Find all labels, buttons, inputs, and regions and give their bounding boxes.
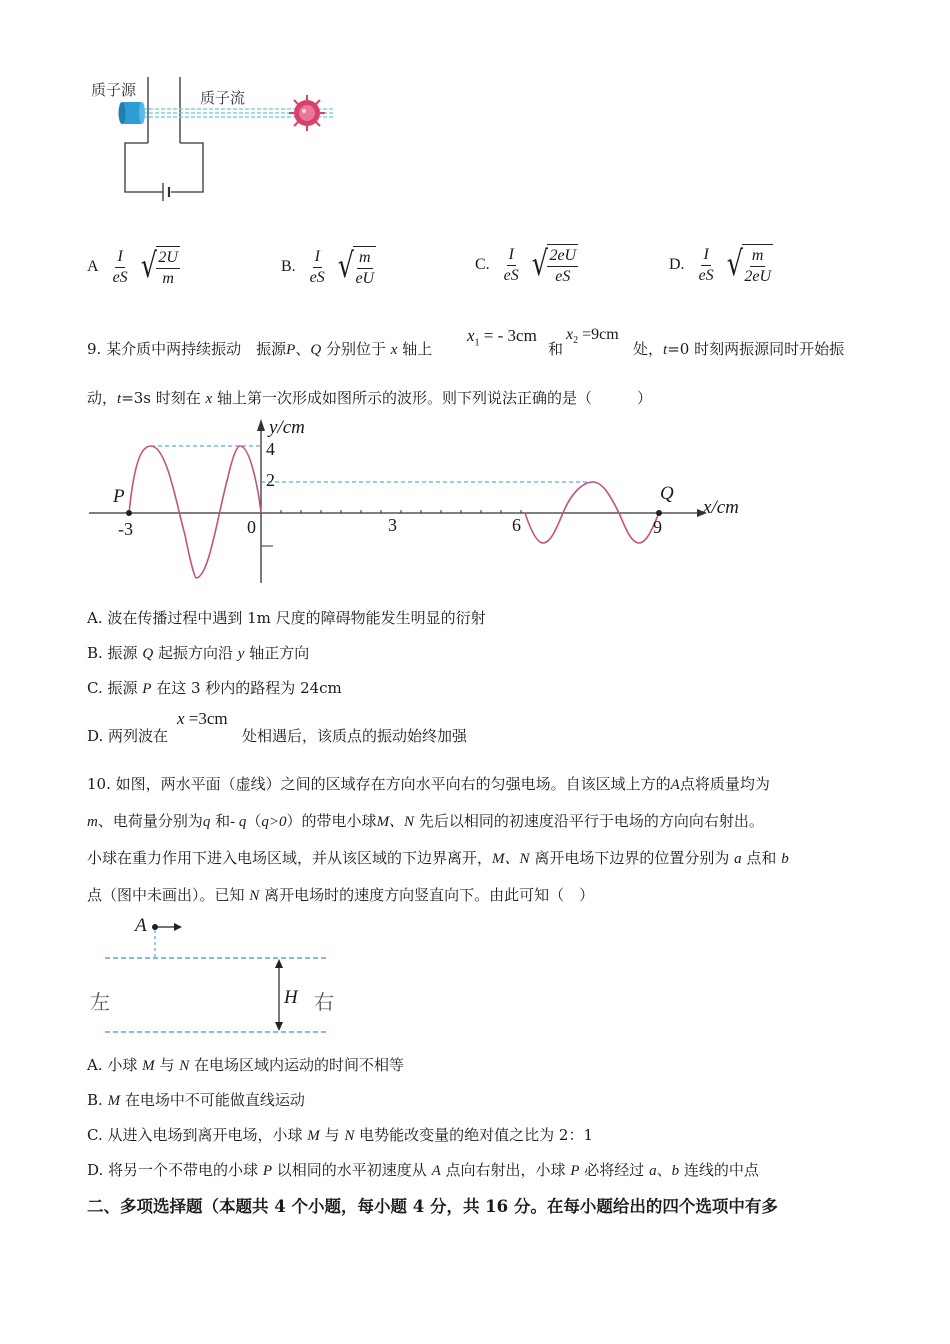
option-label: B. bbox=[281, 258, 296, 275]
source-cap bbox=[119, 102, 126, 124]
square-root: √ $\frac{m}{eU}$ bbox=[337, 246, 375, 287]
q9-option-d-end: 处相遇后，该质点的振动始终加强 bbox=[242, 727, 468, 745]
q9-stem-line2: 动，t=3s 时刻在 x 轴上第一次形成如图所示的波形。则下列说法正确的是（ ） bbox=[87, 389, 653, 407]
x-tick-6: 6 bbox=[512, 515, 521, 535]
right-label: 右 bbox=[314, 990, 334, 1014]
option-label: C. bbox=[475, 256, 490, 273]
option-label: D. bbox=[669, 256, 685, 273]
wave-from-p bbox=[129, 446, 261, 578]
x-tick-9: 9 bbox=[653, 517, 662, 537]
q9-option-a[interactable]: A. 波在传播过程中遇到 1m 尺度的障碍物能发生明显的衍射 bbox=[87, 609, 486, 627]
q10-stem-line1: 10. 如图，两水平面（虚线）之间的区域存在方向水平向右的匀强电场。自该区域上方的A点将质量均为 bbox=[87, 775, 770, 793]
q10-stem-line3: 小球在重力作用下进入电场区域，并从该区域的下边界离开，M、N 离开电场下边界的位置分别为 a 点和 b bbox=[87, 849, 789, 867]
q9-option-b[interactable]: B. 振源 Q 起振方向沿 y 轴正方向 bbox=[87, 644, 310, 662]
q9-eq-x1: $x_1$ = - 3cm bbox=[467, 326, 537, 349]
option-label: A bbox=[87, 258, 99, 275]
proton-beam-label: 质子流 bbox=[200, 89, 246, 107]
q10-option-c[interactable]: C. 从进入电场到离开电场，小球 M 与 N 电势能改变量的绝对值之比为 2：1 bbox=[87, 1126, 593, 1144]
square-root: √ $\frac{2eU}{eS}$ bbox=[531, 244, 577, 285]
x-tick-0: 0 bbox=[247, 517, 256, 537]
height-label: H bbox=[284, 987, 298, 1008]
point-q-label: Q bbox=[660, 483, 674, 504]
y-axis-label: y/cm bbox=[269, 417, 305, 438]
y-tick-2: 2 bbox=[266, 470, 275, 490]
q8-option-b[interactable] bbox=[281, 246, 376, 288]
y-tick-4: 4 bbox=[266, 439, 275, 459]
y-axis-arrow bbox=[257, 419, 265, 431]
q9-and: 和 bbox=[548, 340, 564, 358]
proton-source-figure bbox=[85, 75, 355, 210]
q10-option-d[interactable]: D. 将另一个不带电的小球 P 以相同的水平初速度从 A 点向右射出，小球 P 必将经过 a、b 连线的中点 bbox=[87, 1161, 759, 1179]
q9-option-d-eq: x =3cm bbox=[177, 709, 228, 728]
proton-source-label: 质子源 bbox=[91, 81, 137, 99]
wave-chart-svg bbox=[85, 415, 755, 590]
point-q-dot bbox=[656, 510, 662, 516]
q8-option-c[interactable] bbox=[475, 244, 578, 286]
point-p-dot bbox=[126, 510, 132, 516]
q10-option-b[interactable]: B. M 在电场中不可能做直线运动 bbox=[87, 1091, 305, 1109]
point-p-label: P bbox=[113, 486, 125, 507]
square-root: √ $\frac{m}{2eU}$ bbox=[726, 244, 771, 285]
field-figure bbox=[85, 912, 345, 1042]
circuit-right bbox=[171, 143, 203, 192]
q8-option-a[interactable] bbox=[87, 246, 180, 288]
q9-stem-line1-end: 处，t=0 时刻两振源同时开始振 bbox=[633, 340, 845, 358]
q9-option-d[interactable]: D. 两列波在 bbox=[87, 727, 169, 745]
square-root: √ $\frac{2U}{m}$ bbox=[140, 246, 178, 287]
section-2-heading: 二、多项选择题（本题共 4 个小题，每小题 4 分，共 16 分。在每小题给出的四个选项中有多 bbox=[87, 1197, 778, 1216]
fraction: $\frac{I}{eS}$ bbox=[698, 245, 714, 284]
left-label: 左 bbox=[90, 990, 110, 1014]
circuit-left bbox=[125, 143, 163, 192]
fraction: $\frac{I}{eS}$ bbox=[309, 247, 325, 286]
q9-option-c[interactable]: C. 振源 P 在这 3 秒内的路程为 24cm bbox=[87, 679, 342, 697]
q9-stem-line1: 9. 某介质中两持续振动 振源P、Q 分别位于 x 轴上 bbox=[87, 340, 433, 358]
field-diagram bbox=[85, 912, 345, 1042]
x-tick-neg3: -3 bbox=[118, 519, 133, 539]
q9-eq-x2: $x_2 =9cm$ bbox=[566, 326, 619, 347]
q10-option-a[interactable]: A. 小球 M 与 N 在电场区域内运动的时间不相等 bbox=[87, 1056, 405, 1074]
wave-chart bbox=[85, 415, 755, 590]
x-axis-label: x/cm bbox=[703, 497, 739, 518]
fraction: $\frac{I}{eS}$ bbox=[112, 247, 128, 286]
q8-option-d[interactable] bbox=[669, 244, 773, 286]
point-a-label: A bbox=[135, 915, 147, 936]
x-tick-3: 3 bbox=[388, 515, 397, 535]
q10-stem-line4: 点（图中未画出）。已知 N 离开电场时的速度方向竖直向下。由此可知（ ） bbox=[87, 886, 595, 904]
fraction: $\frac{I}{eS}$ bbox=[503, 245, 519, 284]
target-cell-icon bbox=[289, 95, 325, 131]
q10-stem-line2: m、电荷量分别为q 和- q（q>0）的带电小球M、N 先后以相同的初速度沿平行于电场的方向向右射出。 bbox=[87, 812, 764, 830]
